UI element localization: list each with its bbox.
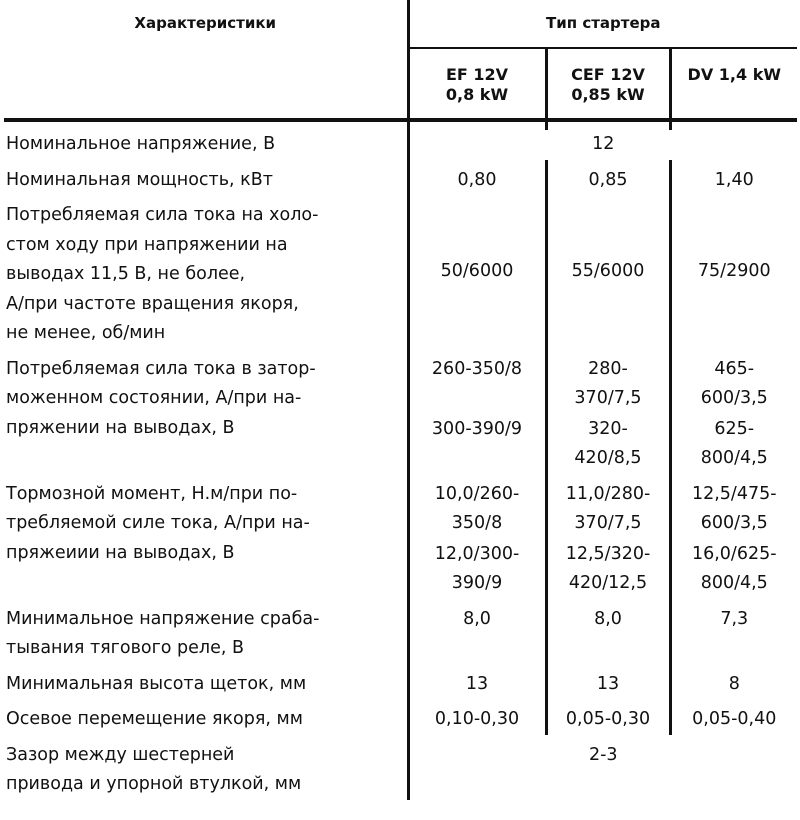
idle-current-dv: 75/2900 [697,261,771,281]
armature-play-cef: 0,05-0,30 [546,699,670,735]
brake-torque-ef-1: 10,0/260- 350/8 [408,474,546,539]
starter-spec-table [4,0,797,800]
gear-gap-label: Зазор между шестерней привода и упорной втулкой, мм [4,735,408,800]
brake-torque-ef-2: 12,0/300- 390/9 [408,539,546,599]
brake-torque-cef-1: 11,0/280- 370/7,5 [546,474,670,539]
brush-height-ef: 13 [408,664,546,700]
gear-gap-value: 2-3 [588,744,618,765]
armature-play-ef: 0,10-0,30 [408,699,546,735]
brush-height-dv: 8 [728,673,740,694]
nominal-voltage-value: 12 [592,134,615,154]
row-armature-play [4,699,797,735]
row-locked-current-1 [4,349,797,414]
header-row-1 [4,0,797,48]
model-cef-line2: 0,85 kW [571,85,645,105]
locked-current-dv-2: 625- 800/4,5 [700,418,768,468]
relay-voltage-dv: 7,3 [720,608,749,629]
armature-play-label: Осевое перемещение якоря, мм [4,699,408,735]
relay-voltage-cef: 8,0 [546,599,670,664]
model-cef-line1: CEF 12V [571,65,645,85]
nominal-power-dv: 1,40 [714,169,754,190]
brake-torque-label: Тормозной момент, Н.м/при по- требляемой силе тока, А/при на- пряжеиии на выводах, В [4,474,408,599]
model-ef-line1: EF 12V [445,65,509,85]
locked-current-ef-1: 260-350/8 [408,349,546,414]
brush-height-cef: 13 [546,664,670,700]
header-model-ef [408,48,546,120]
locked-current-cef-1: 280- 370/7,5 [546,349,670,414]
row-brake-torque-1 [4,474,797,539]
nominal-power-cef: 0,85 [546,160,670,196]
brake-torque-dv-2: 16,0/625- 800/4,5 [691,543,777,593]
relay-voltage-ef: 8,0 [408,599,546,664]
relay-voltage-label: Минимальное напряжение сраба- тывания тягового реле, В [4,599,408,664]
row-nominal-voltage [4,130,797,160]
row-relay-voltage [4,599,797,664]
nominal-voltage-label: Номинальное напряжение, В [4,130,408,160]
brush-height-label: Минимальная высота щеток, мм [4,664,408,700]
row-nominal-power [4,160,797,196]
locked-current-dv-1: 465- 600/3,5 [700,358,768,408]
idle-current-label: Потребляемая сила тока на холо- стом ходу при напряжении на выводах 11,5 В, не более, А/при частоте вращения якоря, не менее, об/мин [4,195,408,349]
row-idle-current [4,195,797,349]
locked-current-cef-2: 320- 420/8,5 [546,414,670,474]
header-characteristics: Характеристики [4,0,408,120]
nominal-power-ef: 0,80 [408,160,546,196]
brake-torque-cef-2: 12,5/320- 420/12,5 [546,539,670,599]
row-gear-gap [4,735,797,800]
locked-current-label: Потребляемая сила тока в затор- моженном состоянии, А/при на- пряжении на выводах, В [4,349,408,474]
nominal-power-label: Номинальная мощность, кВт [4,160,408,196]
header-model-cef [546,48,670,120]
row-brush-height [4,664,797,700]
locked-current-ef-2: 300-390/9 [408,414,546,474]
armature-play-dv: 0,05-0,40 [692,709,777,729]
header-starter-type: Тип стартера [408,0,797,48]
idle-current-cef: 55/6000 [546,195,670,349]
idle-current-ef: 50/6000 [408,195,546,349]
header-model-dv [670,48,797,120]
model-ef-line2: 0,8 kW [445,85,509,105]
brake-torque-dv-1: 12,5/475- 600/3,5 [691,483,777,533]
model-dv-line1: DV 1,4 kW [687,65,781,85]
